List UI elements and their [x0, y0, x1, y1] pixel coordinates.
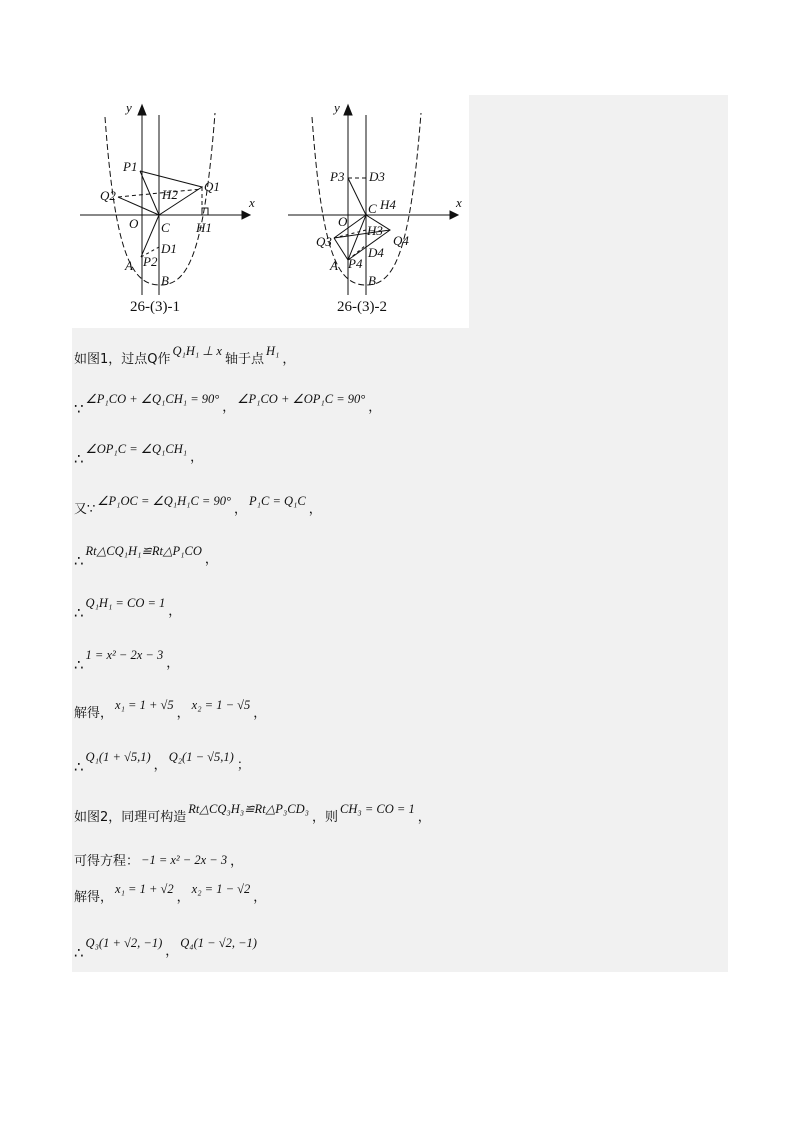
figure-right — [288, 105, 458, 295]
label-q1: Q1 — [204, 179, 220, 194]
solution-line-10 — [74, 788, 431, 828]
line-11-math: −1 = x² − 2x − 3 — [141, 853, 228, 867]
figure-box — [72, 95, 469, 328]
line-13-math: Q₃(1 + √2, −1) — [85, 936, 163, 950]
solution-line-9 — [74, 736, 250, 776]
label-h1: H1 — [196, 220, 212, 235]
solution-line-13 — [74, 922, 260, 962]
label-d1: D1 — [161, 241, 177, 256]
line-1-post: ， — [282, 352, 296, 367]
label-y-left: y — [126, 100, 132, 115]
solution-line-12 — [74, 868, 266, 908]
line-2-mid: ， — [222, 400, 236, 415]
x-axis-arrow-right — [450, 211, 458, 219]
line-9-math2: Q₂(1 − √5,1) — [168, 750, 234, 764]
line-2-post: ， — [368, 400, 382, 415]
line-8-math2: x₂ = 1 − √5 — [191, 698, 251, 712]
label-h3: H3 — [367, 223, 383, 238]
label-o-right: O — [338, 214, 348, 229]
line-1-pre: 如图1，过点Q作 — [74, 352, 171, 367]
x-axis-arrow-left — [242, 211, 250, 219]
segment-p3-c — [348, 178, 366, 215]
line-6-post: ， — [168, 604, 182, 619]
label-q3: Q3 — [316, 234, 332, 249]
line-3-post: ， — [190, 450, 204, 465]
line-7-math: 1 = x² − 2x − 3 — [85, 648, 164, 662]
line-10-post: ， — [417, 810, 431, 825]
line-5-post: ， — [204, 552, 218, 567]
line-10-math2: CH₃ = CO = 1 — [340, 802, 415, 816]
line-5-math: Rt△CQ₁H₁≌Rt△P₁CO — [85, 544, 202, 558]
line-10-math: Rt△CQ₃H₃≌Rt△P₃CD₃ — [188, 802, 309, 816]
line-4-math2: P₁C = Q₁C — [249, 494, 306, 508]
line-11-pre: 可得方程： — [74, 854, 140, 869]
because-symbol: ∵ — [74, 400, 84, 418]
line-6-math: Q₁H₁ = CO = 1 — [85, 596, 166, 610]
caption-right: 26-(3)-2 — [337, 299, 387, 315]
solution-line-4 — [74, 480, 322, 520]
line-4-math: ∠P₁OC = ∠Q₁H₁C = 90° — [97, 494, 231, 508]
therefore-symbol: ∴ — [74, 450, 84, 468]
line-2-math: ∠P₁CO + ∠Q₁CH₁ = 90° — [85, 392, 220, 406]
label-o-left: O — [129, 216, 139, 231]
label-b-right: B — [368, 273, 376, 288]
line-13-math2: Q₄(1 − √2, −1) — [180, 936, 257, 950]
line-8-post: ， — [253, 706, 267, 721]
line-4-pre: 又∵ — [74, 502, 96, 517]
solution-line-1 — [74, 330, 295, 370]
line-9-math: Q₁(1 + √5,1) — [85, 750, 151, 764]
therefore-symbol: ∴ — [74, 944, 84, 962]
line-3-math: ∠OP₁C = ∠Q₁CH₁ — [85, 442, 188, 456]
label-p2: P2 — [143, 254, 158, 269]
line-8-pre: 解得， — [74, 706, 114, 721]
line-8-math: x₁ = 1 + √5 — [115, 698, 174, 712]
label-p1: P1 — [123, 159, 138, 174]
line-1-math: Q₁H₁ ⊥ x — [172, 344, 222, 358]
label-y-right: y — [334, 100, 340, 115]
line-12-mid: ， — [176, 890, 190, 905]
line-10-mid: ，则 — [311, 810, 338, 825]
line-12-post: ， — [253, 890, 267, 905]
line-4-post: ， — [308, 502, 322, 517]
therefore-symbol: ∴ — [74, 656, 84, 674]
therefore-symbol: ∴ — [74, 552, 84, 570]
label-b-left: B — [161, 273, 169, 288]
line-13-mid: ， — [165, 944, 179, 959]
solution-line-7 — [74, 634, 179, 674]
label-x-left: x — [249, 195, 255, 210]
solution-line-3 — [74, 428, 203, 468]
line-9-mid: ， — [153, 758, 167, 773]
label-d3: D3 — [369, 169, 385, 184]
caption-left: 26-(3)-1 — [130, 299, 180, 315]
right-angle-mark — [202, 208, 208, 215]
y-axis-arrow-left — [138, 105, 146, 115]
therefore-symbol: ∴ — [74, 758, 84, 776]
line-12-math: x₁ = 1 + √2 — [115, 882, 174, 896]
segment-c-p2 — [141, 215, 159, 257]
line-9-post: ； — [236, 758, 250, 773]
solution-line-5 — [74, 530, 218, 570]
line-8-mid: ， — [176, 706, 190, 721]
line-1-math2: H₁ — [265, 344, 280, 358]
label-p4: P4 — [348, 256, 363, 271]
label-c-left: C — [161, 220, 170, 235]
label-a-right: A — [330, 258, 338, 273]
line-12-math2: x₂ = 1 − √2 — [191, 882, 251, 896]
solution-line-2 — [74, 378, 381, 418]
geometry-figure — [72, 95, 469, 328]
y-axis-arrow-right — [344, 105, 352, 115]
label-h4: H4 — [380, 197, 396, 212]
solution-line-8 — [74, 684, 266, 724]
label-q2: Q2 — [100, 188, 116, 203]
label-x-right: x — [456, 195, 462, 210]
line-12-pre: 解得， — [74, 890, 114, 905]
line-1-mid: 轴于点 — [224, 352, 264, 367]
label-a-left: A — [125, 258, 133, 273]
therefore-symbol: ∴ — [74, 604, 84, 622]
label-q4: Q4 — [393, 233, 409, 248]
line-11-post: ， — [230, 854, 244, 869]
label-h2: H2 — [162, 187, 178, 202]
line-4-mid: ， — [234, 502, 248, 517]
solution-line-6 — [74, 582, 181, 622]
line-7-post: ， — [166, 656, 180, 671]
solution-line-11 — [74, 832, 243, 872]
line-2-math2: ∠P₁CO + ∠OP₁C = 90° — [237, 392, 366, 406]
label-p3: P3 — [330, 169, 345, 184]
line-10-pre: 如图2，同理可构造 — [74, 810, 187, 825]
label-d4: D4 — [368, 245, 384, 260]
label-c-right: C — [368, 201, 377, 216]
